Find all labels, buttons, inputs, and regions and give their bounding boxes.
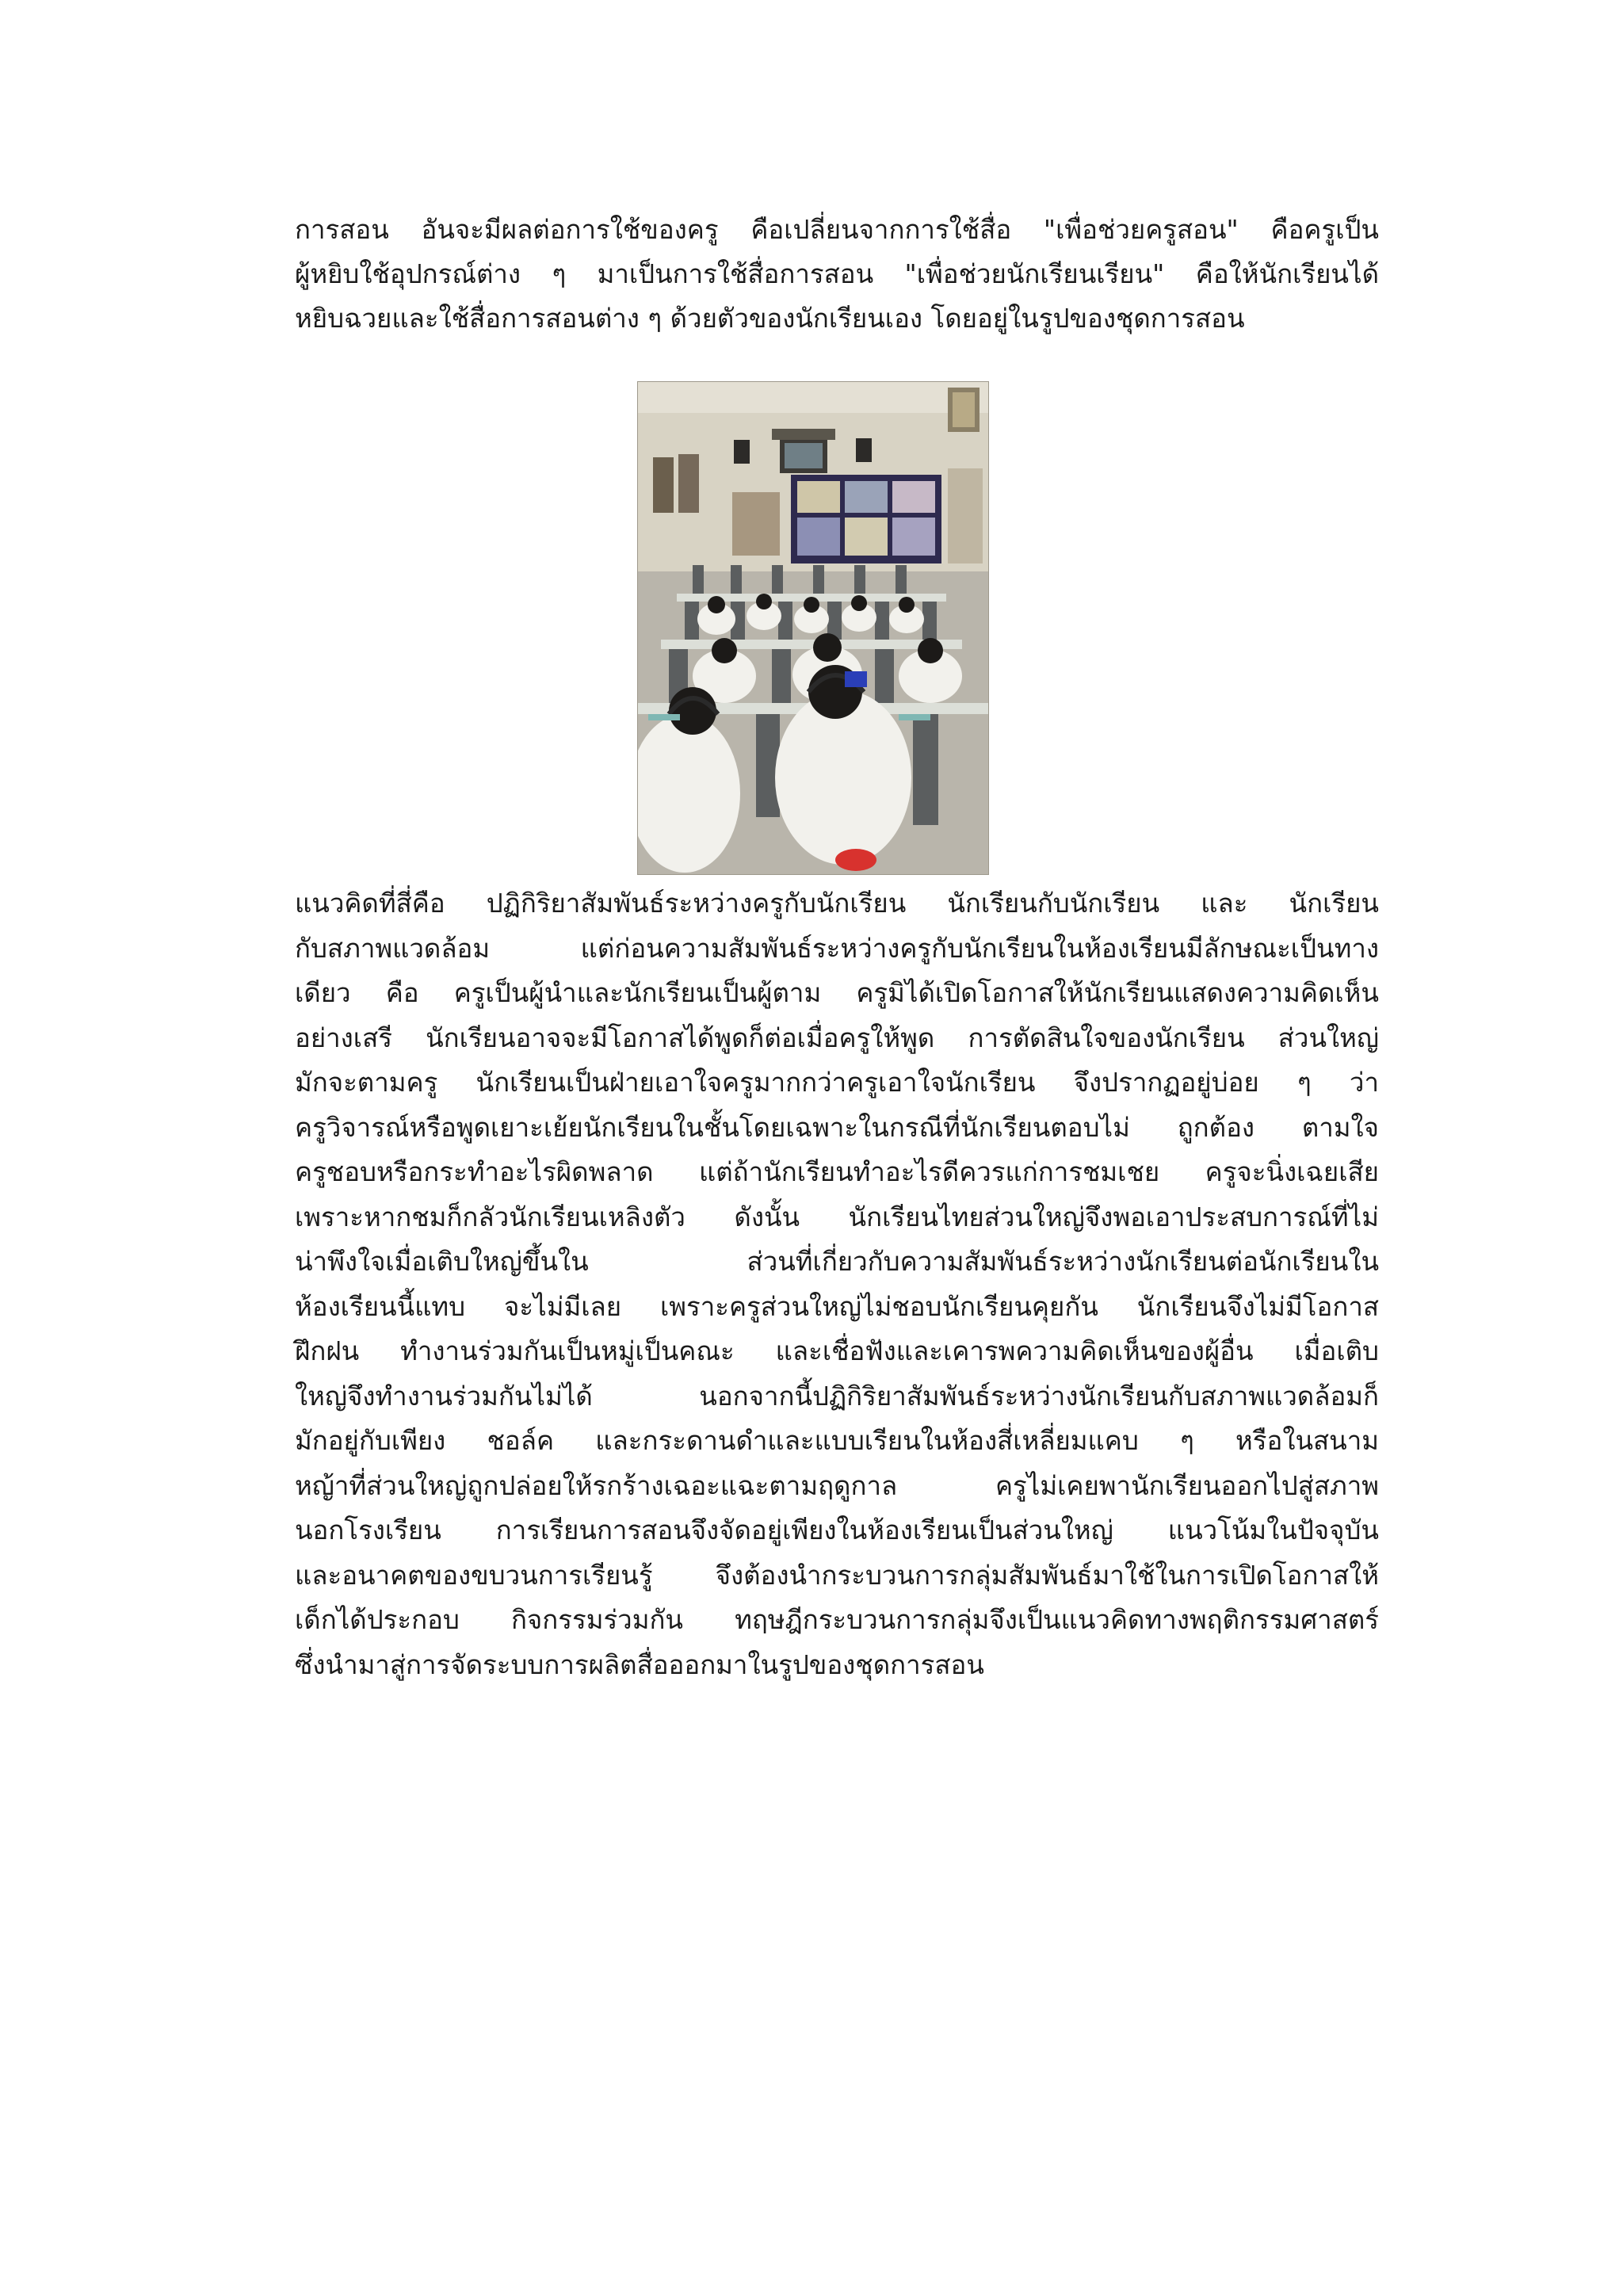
paragraph-2 [295,881,1379,1687]
text-line: ครูวิจารณ์หรือพูดเยาะเย้ยนักเรียนในชั้นโดยเฉพาะในกรณีที่นักเรียนตอบไม่ ถูกต้อง ตามใจ [295,1111,1379,1143]
text-line: ห้องเรียนนี้แทบ จะไม่มีเลย เพราะครูส่วนใหญ่ไม่ชอบนักเรียนคุยกัน นักเรียนจึงไม่มีโอกาส [295,1290,1379,1322]
text-line: ครูชอบหรือกระทำอะไรผิดพลาด แต่ถ้านักเรียนทำอะไรดีควรแก่การชมเชย ครูจะนิ่งเฉยเสีย [295,1156,1379,1187]
text-line: เด็กได้ประกอบ กิจกรรมร่วมกัน ทฤษฎีกระบวนการกลุ่มจึงเป็นแนวคิดทางพฤติกรรมศาสตร์ [295,1604,1379,1635]
text-line: ใหญ่จึงทำงานร่วมกันไม่ได้ นอกจากนี้ปฏิกิริยาสัมพันธ์ระหว่างนักเรียนกับสภาพแวดล้อมก็ [295,1380,1379,1412]
text-line: เพราะหากชมก็กลัวนักเรียนเหลิงตัว ดังนั้น นักเรียนไทยส่วนใหญ่จึงพอเอาประสบการณ์ที่ไม่ [295,1201,1379,1232]
text-line: มักอยู่กับเพียง ชอล์ค และกระดานดำและแบบเรียนในห้องสี่เหลี่ยมแคบ ๆ หรือในสนาม [295,1425,1379,1456]
text-line: หญ้าที่ส่วนใหญ่ถูกปล่อยให้รกร้างเฉอะแฉะตามฤดูกาล ครูไม่เคยพานักเรียนออกไปสู่สภาพ [295,1469,1379,1501]
text-line: ซึ่งนำมาสู่การจัดระบบการผลิตสื่อออกมาในรูปของชุดการสอน [295,1648,984,1680]
text-line: แนวคิดที่สี่คือ ปฏิกิริยาสัมพันธ์ระหว่างครูกับนักเรียน นักเรียนกับนักเรียน และ นักเรียน [295,888,1379,919]
text-line: น่าพึงใจเมื่อเติบใหญ่ขึ้นใน ส่วนที่เกี่ยวกับความสัมพันธ์ระหว่างนักเรียนต่อนักเรียนใน [295,1246,1379,1277]
text-line: อย่างเสรี นักเรียนอาจจะมีโอกาสได้พูดก็ต่อเมื่อครูให้พูด การตัดสินใจของนักเรียน ส่วนใหญ่ [295,1022,1379,1053]
text-line: การสอน อันจะมีผลต่อการใช้ของครู คือเปลี่ยนจากการใช้สื่อ "เพื่อช่วยครูสอน" คือครูเป็น [295,214,1379,245]
text-line: ฝึกฝน ทำงานร่วมกันเป็นหมู่เป็นคณะ และเชื่อฟังและเคารพความคิดเห็นของผู้อื่น เมื่อเติบ [295,1335,1379,1366]
text-line: ผู้หยิบใช้อุปกรณ์ต่าง ๆ มาเป็นการใช้สื่อการสอน "เพื่อช่วยนักเรียนเรียน" คือให้นักเรียนได้ [295,258,1379,289]
paragraph-1 [295,208,1379,341]
text-line: และอนาคตของขบวนการเรียนรู้ จึงต้องนำกระบวนการกลุ่มสัมพันธ์มาใช้ในการเปิดโอกาสให้ [295,1559,1379,1591]
text-line: กับสภาพแวดล้อม แต่ก่อนความสัมพันธ์ระหว่างครูกับนักเรียนในห้องเรียนมีลักษณะเป็นทาง [295,932,1379,964]
text-line: นอกโรงเรียน การเรียนการสอนจึงจัดอยู่เพียงในห้องเรียนเป็นส่วนใหญ่ แนวโน้มในปัจจุบัน [295,1515,1379,1545]
classroom-photo [637,381,989,875]
text-line: มักจะตามครู นักเรียนเป็นฝ่ายเอาใจครูมากกว่าครูเอาใจนักเรียน จึงปรากฏอยู่บ่อย ๆ ว่า [295,1067,1379,1098]
text-line: หยิบฉวยและใช้สื่อการสอนต่าง ๆ ด้วยตัวของนักเรียนเอง โดยอยู่ในรูปของชุดการสอน [295,303,1245,334]
text-line: เดียว คือ ครูเป็นผู้นำและนักเรียนเป็นผู้ตาม ครูมิได้เปิดโอกาสให้นักเรียนแสดงความคิดเห็น [295,977,1379,1008]
